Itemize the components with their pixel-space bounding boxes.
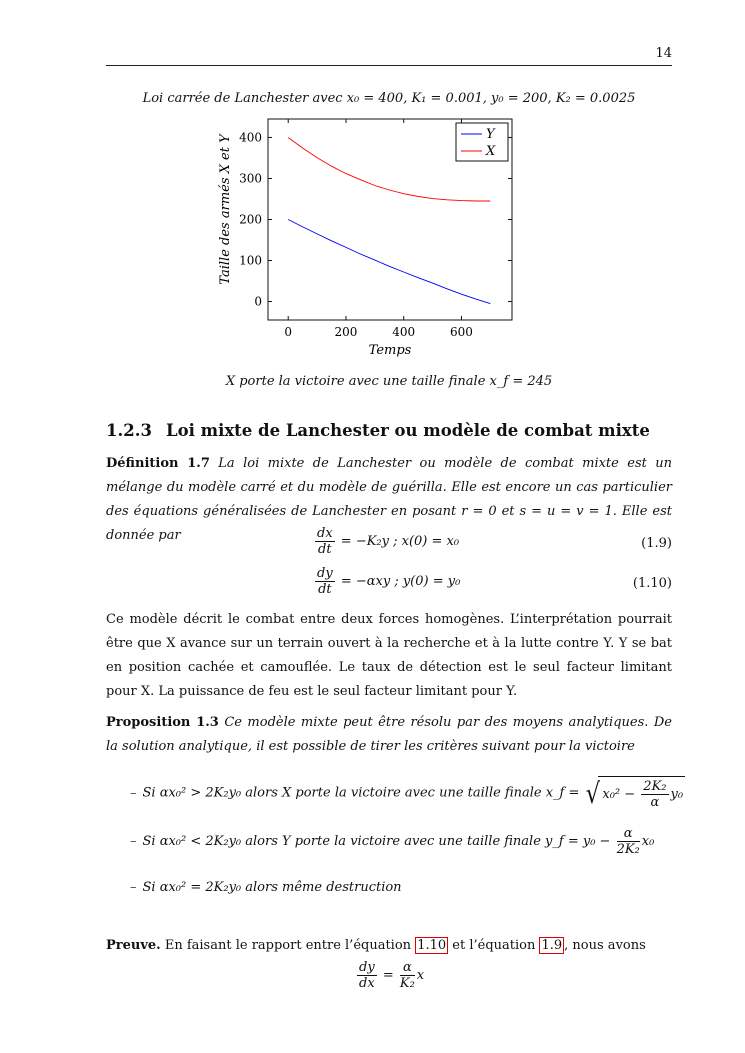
proof-text-c: , nous avons [564, 938, 646, 953]
proof-block [106, 934, 672, 958]
x-tick-label: 200 [334, 325, 358, 339]
bullet2-tail: x₀ [641, 834, 655, 849]
proof-eq-den: dx [359, 976, 375, 991]
y-tick-label: 400 [239, 130, 262, 145]
proposition-text: Ce modèle mixte peut être résolu par des moyens analytiques. De la solution analytique, il est possible de tirer les critères suivant pour la victoire [106, 715, 672, 754]
definition-text: La loi mixte de Lanchester ou modèle de combat mixte est un mélange du modèle carré et du modèle de guérilla. Elle est encore un cas particulier des équations généralisées de Lanchester en posant r = 0 et s = u = v = 1. Elle est donnée par [106, 456, 672, 543]
y-axis-label: Taille des armés X et Y [218, 134, 233, 285]
proof-eq-tail: x [416, 968, 425, 983]
bullet3-text: Si αx₀² = 2K₂y₀ alors même destruction [142, 880, 402, 895]
bullet-equal: – Si αx₀² = 2K₂y₀ alors même destruction [130, 880, 402, 895]
proof-equation [355, 960, 424, 991]
eq1-num: dx [317, 526, 333, 541]
definition-label: Définition 1.7 [106, 456, 210, 471]
bullet1-sqrt-a: x₀² − [602, 787, 636, 802]
proof-eq-sign: = [382, 968, 394, 983]
proposition-label: Proposition 1.3 [106, 715, 219, 730]
legend-label-X: X [486, 144, 496, 159]
proof-eq-num2: α [400, 960, 415, 976]
section-heading [106, 421, 650, 440]
equation-1-9 [313, 526, 459, 557]
eq1-den: dt [318, 542, 332, 557]
eq2-num: dy [317, 566, 333, 581]
bullet2-den: 2K₂ [616, 842, 640, 857]
proof-text-a: En faisant le rapport entre l’équation [164, 938, 412, 953]
series-line-Y [288, 220, 490, 304]
proof-label: Preuve. [106, 938, 161, 953]
proof-text-b: et l’équation [452, 938, 536, 953]
x-tick-label: 400 [392, 325, 416, 339]
bullet1-text: Si αx₀² > 2K₂y₀ alors X porte la victoire avec une taille finale x_f = [142, 785, 580, 801]
bullet2-text: Si αx₀² < 2K₂y₀ alors Y porte la victoire avec une taille finale y_f = y₀ − [142, 834, 611, 849]
bullet-y-wins: – Si αx₀² < 2K₂y₀ alors Y porte la victoire avec une taille finale y_f = y₀ − $\frac{\alpha}{\text{2K₂}}$ x₀ [130, 826, 655, 857]
eq2-rhs: = −αxy ; y(0) = y₀ [340, 574, 461, 589]
legend-label-Y: Y [486, 127, 495, 142]
page-number: 14 [655, 46, 672, 61]
x-tick-label: 600 [450, 325, 473, 339]
y-tick-label: 300 [239, 171, 262, 186]
equation-label-1-10: (1.10) [632, 576, 672, 591]
bullet1-den: α [650, 795, 660, 810]
bullet1-tail: y₀ [670, 787, 684, 802]
section-title: Loi mixte de Lanchester ou modèle de combat mixte [166, 421, 650, 440]
equation-ref-1-9[interactable]: 1.9 [541, 938, 563, 953]
proposition-block [106, 711, 672, 759]
legend-box [456, 123, 508, 161]
body-paragraph: Ce modèle décrit le combat entre deux forces homogènes. L’interprétation pourrait être que X avance sur un terrain ouvert à la recherche et à la lutte contre Y. Y se bat en position cachée et camouflée. Le taux de détection est le seul facteur limitant pour X. La puissance de feu est le seul facteur limitant pour Y. [106, 612, 672, 699]
x-tick-label: 0 [284, 325, 293, 339]
x-axis-label: Temps [368, 343, 412, 358]
eq1-rhs: = −K₂y ; x(0) = x₀ [340, 534, 460, 549]
section-number: 1.2.3 [106, 421, 152, 440]
chart-caption: X porte la victoire avec une taille finale x_f = 245 [225, 374, 553, 389]
bullet2-num: α [617, 826, 640, 842]
proof-eq-den2: K₂ [399, 976, 415, 991]
equation-1-10 [313, 566, 460, 597]
equation-ref-1-10[interactable]: 1.10 [417, 938, 447, 953]
bullet1-num: 2K₂ [643, 779, 667, 794]
proof-eq-num: dy [359, 960, 375, 975]
y-tick-label: 0 [254, 294, 262, 309]
equation-label-1-9: (1.9) [641, 536, 672, 551]
y-tick-label: 100 [239, 253, 262, 268]
y-tick-label: 200 [239, 212, 262, 227]
bullet-x-wins: – Si αx₀² > 2K₂y₀ alors X porte la victoire avec une taille finale x_f = √ x₀² − $\frac{\text{2K₂}}{\alpha}$ y₀ [130, 776, 684, 810]
eq2-den: dt [318, 582, 332, 597]
chart-title: Loi carrée de Lanchester avec x₀ = 400, K₁ = 0.001, y₀ = 200, K₂ = 0.0025 [142, 91, 636, 106]
